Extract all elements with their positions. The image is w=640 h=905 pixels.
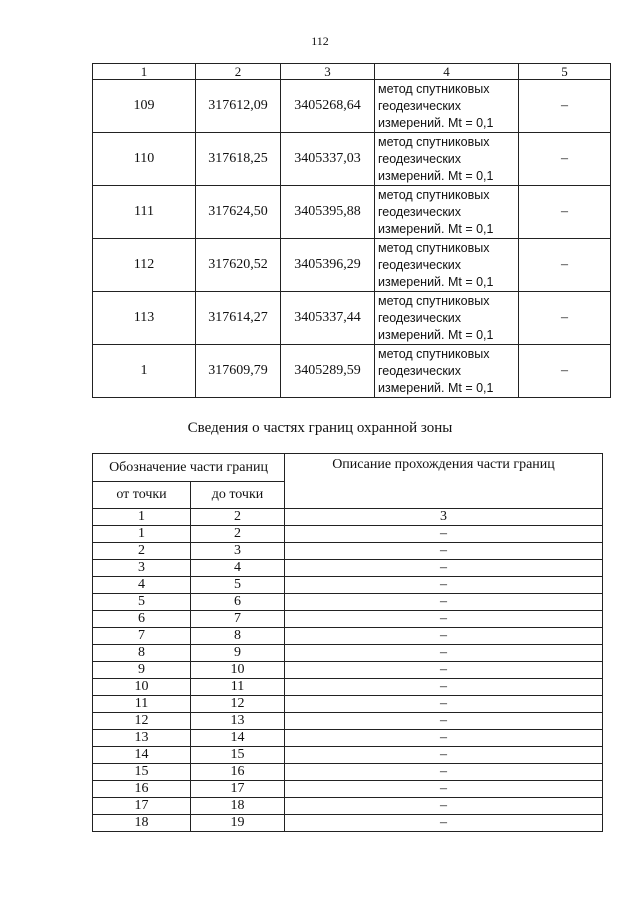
column-number-2: 2 bbox=[196, 64, 281, 80]
method-line: геодезических bbox=[378, 310, 462, 325]
note: – bbox=[519, 186, 611, 239]
method-line: геодезических bbox=[378, 98, 462, 113]
method-description bbox=[375, 345, 519, 398]
to-point: 2 bbox=[191, 526, 285, 543]
column-number-3: 3 bbox=[285, 509, 603, 526]
point-number: 112 bbox=[93, 239, 196, 292]
table-row bbox=[93, 560, 603, 577]
table-row bbox=[93, 80, 611, 133]
from-point: 12 bbox=[93, 713, 191, 730]
from-point: 8 bbox=[93, 645, 191, 662]
method-line: измерений. Mt = 0,1 bbox=[378, 115, 494, 130]
table-row bbox=[93, 628, 603, 645]
note: – bbox=[519, 239, 611, 292]
from-point-header: от точки bbox=[93, 482, 191, 509]
table-row bbox=[93, 730, 603, 747]
to-point: 12 bbox=[191, 696, 285, 713]
boundary-description: – bbox=[285, 781, 603, 798]
column-number-2: 2 bbox=[191, 509, 285, 526]
point-number: 111 bbox=[93, 186, 196, 239]
table-row bbox=[93, 526, 603, 543]
point-number: 1 bbox=[93, 345, 196, 398]
to-point: 3 bbox=[191, 543, 285, 560]
note: – bbox=[519, 80, 611, 133]
method-description bbox=[375, 133, 519, 186]
boundary-description: – bbox=[285, 543, 603, 560]
method-line: метод спутниковых bbox=[378, 134, 490, 149]
table-row bbox=[93, 133, 611, 186]
from-point: 14 bbox=[93, 747, 191, 764]
y-coordinate: 3405337,03 bbox=[281, 133, 375, 186]
from-point: 11 bbox=[93, 696, 191, 713]
column-numbers-row bbox=[93, 509, 603, 526]
method-line: геодезических bbox=[378, 204, 462, 219]
from-point: 6 bbox=[93, 611, 191, 628]
to-point: 13 bbox=[191, 713, 285, 730]
boundary-description: – bbox=[285, 730, 603, 747]
column-number-5: 5 bbox=[519, 64, 611, 80]
to-point: 16 bbox=[191, 764, 285, 781]
boundary-description: – bbox=[285, 815, 603, 832]
boundary-description: – bbox=[285, 611, 603, 628]
boundary-parts-table bbox=[92, 453, 603, 832]
column-number-4: 4 bbox=[375, 64, 519, 80]
method-description bbox=[375, 292, 519, 345]
table-row bbox=[93, 696, 603, 713]
table-row bbox=[93, 543, 603, 560]
from-point: 17 bbox=[93, 798, 191, 815]
to-point: 17 bbox=[191, 781, 285, 798]
table-row bbox=[93, 798, 603, 815]
method-line: метод спутниковых bbox=[378, 346, 490, 361]
method-line: метод спутниковых bbox=[378, 240, 490, 255]
table-row bbox=[93, 292, 611, 345]
to-point-header: до точки bbox=[191, 482, 285, 509]
table-row bbox=[93, 186, 611, 239]
boundary-description: – bbox=[285, 662, 603, 679]
to-point: 11 bbox=[191, 679, 285, 696]
method-line: измерений. Mt = 0,1 bbox=[378, 168, 494, 183]
table-row bbox=[93, 747, 603, 764]
table-row bbox=[93, 577, 603, 594]
from-point: 18 bbox=[93, 815, 191, 832]
method-line: геодезических bbox=[378, 257, 462, 272]
method-line: измерений. Mt = 0,1 bbox=[378, 380, 494, 395]
boundary-description: – bbox=[285, 679, 603, 696]
method-line: измерений. Mt = 0,1 bbox=[378, 327, 494, 342]
method-description bbox=[375, 186, 519, 239]
boundary-description: – bbox=[285, 645, 603, 662]
table-row bbox=[93, 611, 603, 628]
boundary-description-header: Описание прохождения части границ bbox=[285, 454, 603, 509]
boundary-description: – bbox=[285, 798, 603, 815]
method-description bbox=[375, 80, 519, 133]
note: – bbox=[519, 292, 611, 345]
boundary-designation-header: Обозначение части границ bbox=[93, 454, 285, 482]
method-line: метод спутниковых bbox=[378, 293, 490, 308]
method-line: метод спутниковых bbox=[378, 81, 490, 96]
table-row bbox=[93, 713, 603, 730]
boundary-table-body bbox=[93, 526, 603, 832]
x-coordinate: 317620,52 bbox=[196, 239, 281, 292]
method-line: измерений. Mt = 0,1 bbox=[378, 221, 494, 236]
from-point: 15 bbox=[93, 764, 191, 781]
table-row bbox=[93, 345, 611, 398]
to-point: 10 bbox=[191, 662, 285, 679]
boundary-description: – bbox=[285, 764, 603, 781]
note: – bbox=[519, 133, 611, 186]
y-coordinate: 3405337,44 bbox=[281, 292, 375, 345]
coordinates-table-header bbox=[93, 64, 611, 80]
section-title: Сведения о частях границ охранной зоны bbox=[187, 420, 453, 436]
method-line: метод спутниковых bbox=[378, 187, 490, 202]
y-coordinate: 3405396,29 bbox=[281, 239, 375, 292]
boundary-description: – bbox=[285, 594, 603, 611]
y-coordinate: 3405268,64 bbox=[281, 80, 375, 133]
column-number-1: 1 bbox=[93, 509, 191, 526]
point-number: 110 bbox=[93, 133, 196, 186]
boundary-description: – bbox=[285, 747, 603, 764]
from-point: 5 bbox=[93, 594, 191, 611]
boundary-description: – bbox=[285, 713, 603, 730]
page-number: 112 bbox=[311, 34, 329, 48]
from-point: 7 bbox=[93, 628, 191, 645]
point-number: 109 bbox=[93, 80, 196, 133]
point-number: 113 bbox=[93, 292, 196, 345]
from-point: 13 bbox=[93, 730, 191, 747]
table-row bbox=[93, 662, 603, 679]
to-point: 7 bbox=[191, 611, 285, 628]
y-coordinate: 3405289,59 bbox=[281, 345, 375, 398]
to-point: 5 bbox=[191, 577, 285, 594]
method-line: геодезических bbox=[378, 363, 462, 378]
from-point: 16 bbox=[93, 781, 191, 798]
boundary-description: – bbox=[285, 577, 603, 594]
table-row bbox=[93, 815, 603, 832]
x-coordinate: 317609,79 bbox=[196, 345, 281, 398]
from-point: 1 bbox=[93, 526, 191, 543]
table-row bbox=[93, 594, 603, 611]
to-point: 9 bbox=[191, 645, 285, 662]
x-coordinate: 317624,50 bbox=[196, 186, 281, 239]
to-point: 19 bbox=[191, 815, 285, 832]
from-point: 4 bbox=[93, 577, 191, 594]
y-coordinate: 3405395,88 bbox=[281, 186, 375, 239]
from-point: 3 bbox=[93, 560, 191, 577]
to-point: 4 bbox=[191, 560, 285, 577]
x-coordinate: 317618,25 bbox=[196, 133, 281, 186]
table-row bbox=[93, 781, 603, 798]
from-point: 9 bbox=[93, 662, 191, 679]
coordinates-table bbox=[92, 63, 611, 398]
x-coordinate: 317612,09 bbox=[196, 80, 281, 133]
x-coordinate: 317614,27 bbox=[196, 292, 281, 345]
table-row bbox=[93, 679, 603, 696]
from-point: 10 bbox=[93, 679, 191, 696]
table-row bbox=[93, 645, 603, 662]
from-point: 2 bbox=[93, 543, 191, 560]
boundary-description: – bbox=[285, 628, 603, 645]
boundary-header-row bbox=[93, 454, 603, 482]
boundary-description: – bbox=[285, 696, 603, 713]
boundary-description: – bbox=[285, 560, 603, 577]
to-point: 8 bbox=[191, 628, 285, 645]
method-description bbox=[375, 239, 519, 292]
to-point: 15 bbox=[191, 747, 285, 764]
table-row bbox=[93, 764, 603, 781]
method-line: измерений. Mt = 0,1 bbox=[378, 274, 494, 289]
method-line: геодезических bbox=[378, 151, 462, 166]
note: – bbox=[519, 345, 611, 398]
column-number-3: 3 bbox=[281, 64, 375, 80]
to-point: 14 bbox=[191, 730, 285, 747]
to-point: 18 bbox=[191, 798, 285, 815]
column-number-1: 1 bbox=[93, 64, 196, 80]
to-point: 6 bbox=[191, 594, 285, 611]
table-row bbox=[93, 239, 611, 292]
boundary-description: – bbox=[285, 526, 603, 543]
